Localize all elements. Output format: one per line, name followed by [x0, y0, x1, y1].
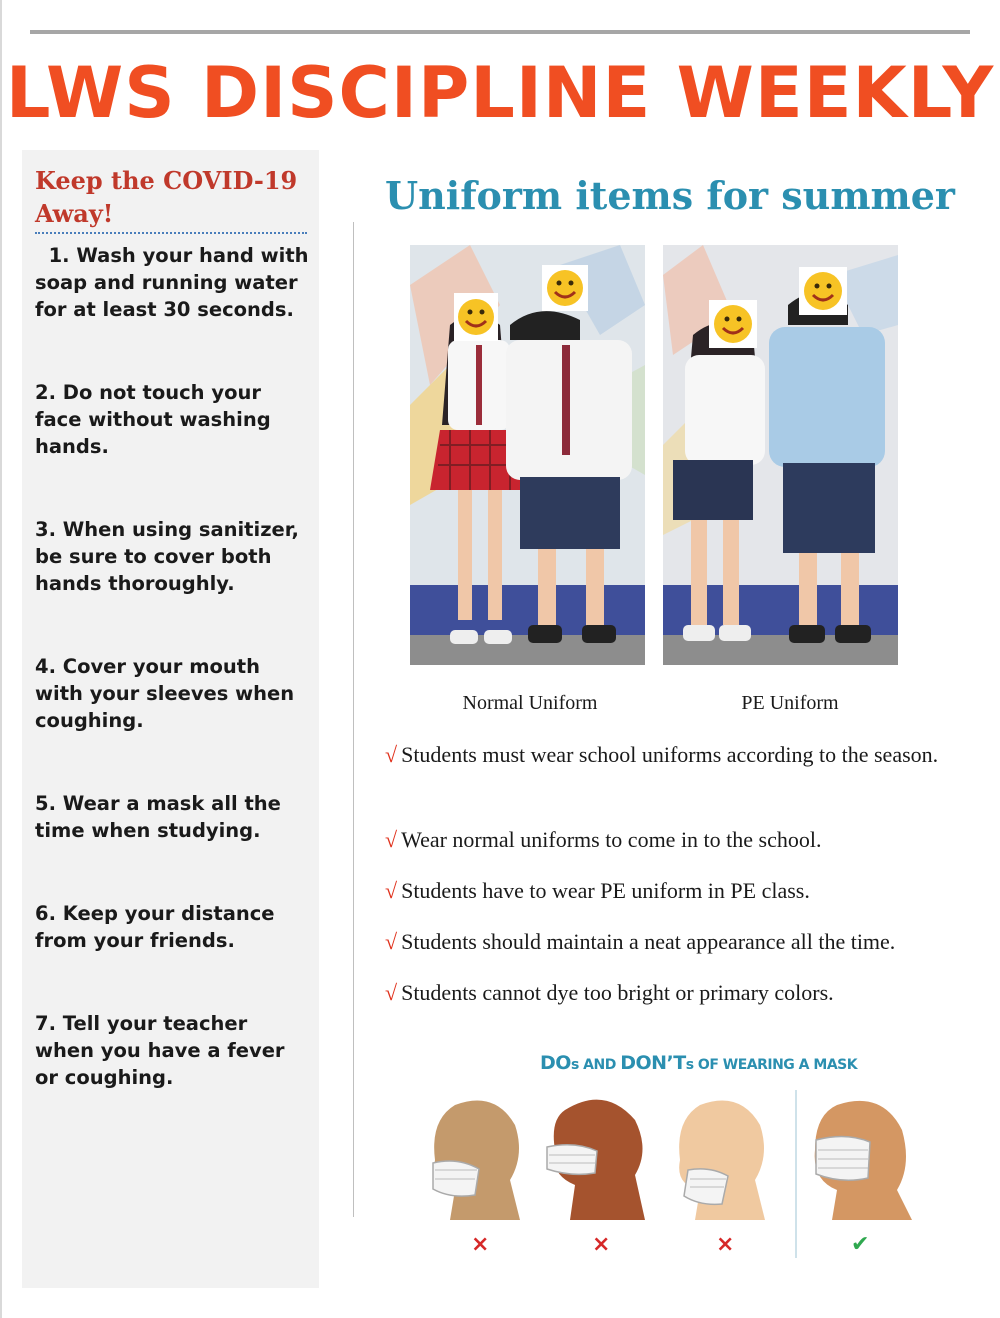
- pe-uniform-photo: [663, 245, 898, 665]
- tip-6: 6. Keep your distance from your friends.: [35, 902, 275, 952]
- pe-uniform-caption: PE Uniform: [741, 692, 839, 714]
- top-rule: [30, 30, 970, 34]
- page-edge: [0, 0, 2, 1318]
- tip-5: 5. Wear a mask all the time when studying.: [35, 792, 281, 842]
- check-icon: √: [385, 980, 398, 1005]
- mask-correct-figure: [812, 1095, 922, 1220]
- wrong-mark-icon: ×: [592, 1232, 611, 1257]
- check-icon: √: [385, 878, 398, 903]
- normal-uniform-photo: [410, 245, 645, 665]
- rule-5: [385, 976, 985, 1010]
- tip-2: 2. Do not touch your face without washing hands.: [35, 381, 271, 458]
- mask-wrong-mouth-figure: [545, 1095, 655, 1220]
- rule-4: [385, 925, 985, 959]
- rule-text: Wear normal uniforms to come in to the school.: [401, 827, 822, 852]
- tip-3: 3. When using sanitizer, be sure to cover both hands thoroughly.: [35, 518, 299, 595]
- tip-7: 7. Tell your teacher when you have a fever or coughing.: [35, 1012, 285, 1089]
- mask-title-part: DON’T: [620, 1052, 686, 1074]
- masthead-title: LWS DISCIPLINE WEEKLY: [5, 52, 995, 134]
- rule-1: [385, 738, 985, 772]
- mask-guide-title: [540, 1052, 857, 1074]
- correct-mark-icon: ✔: [851, 1232, 870, 1257]
- rule-text: Students cannot dye too bright or primary colors.: [401, 980, 834, 1005]
- rule-text: Students should maintain a neat appearance all the time.: [401, 929, 896, 954]
- tip-1: 1. Wash your hand with soap and running water for at least 30 seconds.: [35, 244, 309, 321]
- mask-title-part: s OF WEARING A MASK: [685, 1057, 858, 1073]
- wrong-mark-icon: ×: [716, 1232, 735, 1257]
- check-icon: √: [385, 827, 398, 852]
- rule-text: Students have to wear PE uniform in PE class.: [401, 878, 810, 903]
- column-divider: [353, 222, 354, 1217]
- uniform-heading: Uniform items for summer: [385, 173, 955, 218]
- wrong-mark-icon: ×: [471, 1232, 490, 1257]
- sidebar-title: Keep the COVID-19 Away!: [35, 164, 307, 234]
- check-icon: √: [385, 742, 398, 767]
- mask-divider: [795, 1090, 797, 1258]
- covid-sidebar: [22, 150, 319, 1288]
- mask-wrong-chin-figure: [425, 1095, 535, 1220]
- mask-title-part: DO: [540, 1052, 571, 1074]
- tip-4: 4. Cover your mouth with your sleeves when coughing.: [35, 655, 295, 732]
- mask-wrong-nose-figure: [670, 1095, 780, 1220]
- normal-uniform-caption: Normal Uniform: [462, 692, 598, 714]
- rule-2: [385, 823, 985, 857]
- check-icon: √: [385, 929, 398, 954]
- rule-3: [385, 874, 985, 908]
- mask-title-part: s AND: [570, 1057, 621, 1073]
- rule-text: Students must wear school uniforms according to the season.: [401, 742, 939, 767]
